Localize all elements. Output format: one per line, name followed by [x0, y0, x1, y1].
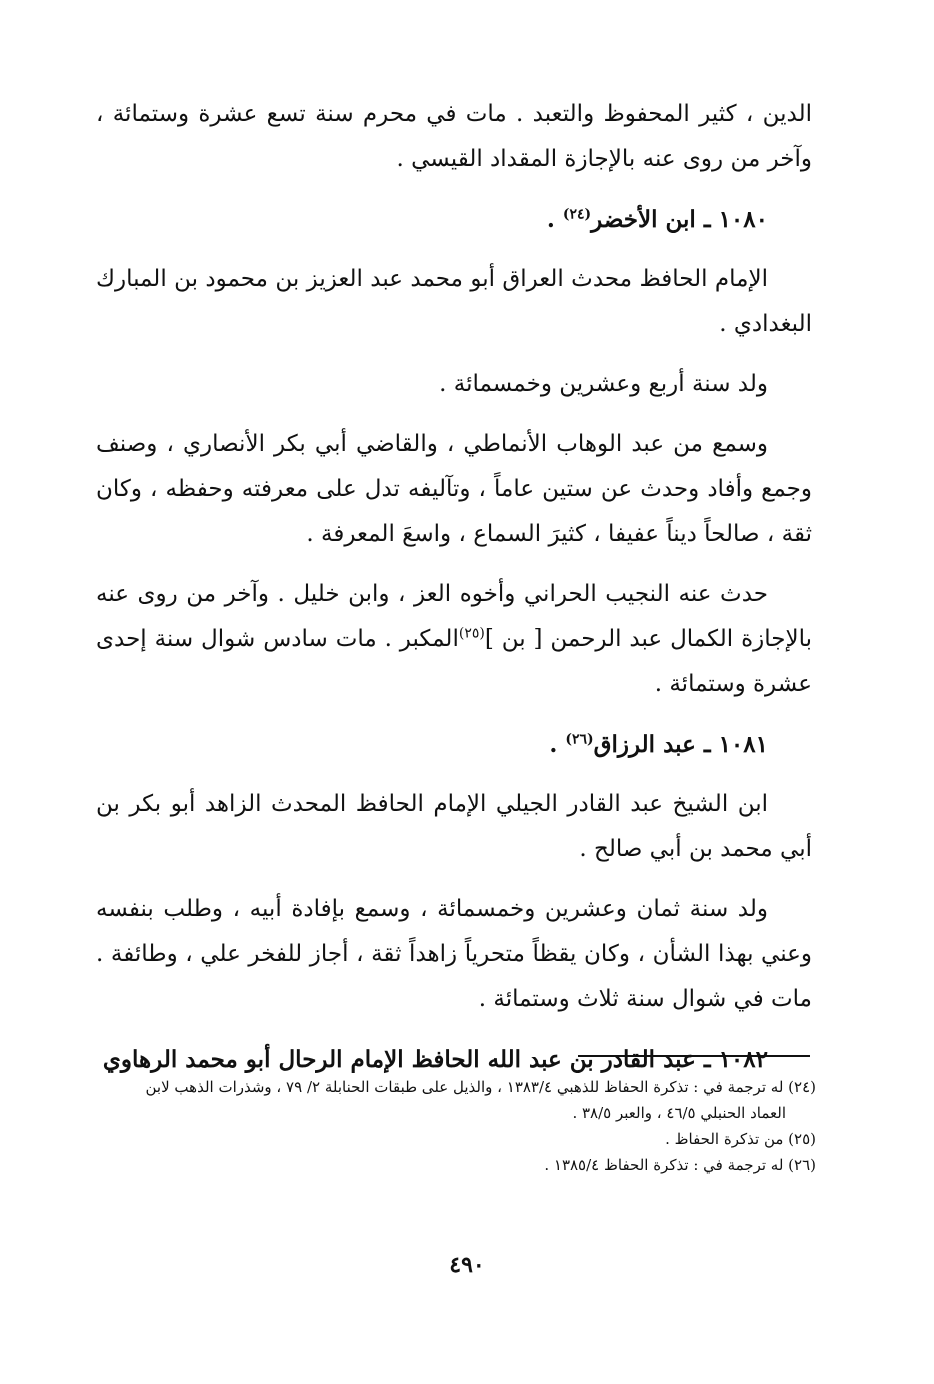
footnote-26: (٢٦) له ترجمة في : تذكرة الحفاظ ١٣٨٥/٤ . [544, 1156, 816, 1174]
students-text-b: المكبر . مات سادس شوال سنة إحدى عشرة وستمائة . [96, 626, 812, 697]
entry-heading-1082: ١٠٨٢ ـ عبد القادر بن عبد الله الحافظ الإمام الرحال أبو محمد الرهاوي [102, 1046, 768, 1073]
footnote-25: (٢٥) من تذكرة الحفاظ . [665, 1130, 816, 1148]
entry-title: ١٠٨١ ـ عبد الرزاق [593, 731, 768, 758]
paragraph-birth: ولد سنة أربع وعشرين وخمسمائة . [439, 371, 768, 397]
paragraph-students [96, 572, 812, 707]
footnote-24: (٢٤) له ترجمة في : تذكرة الحفاظ للذهبي ١٣٨٣/٤ ، والذيل على طبقات الحنابلة ٢/ ٧٩ ، وشذرات الذهب لابن [145, 1078, 816, 1096]
footnote-divider [578, 1055, 810, 1057]
entry-heading-1080 [96, 197, 812, 242]
entry-title: ١٠٨٠ ـ ابن الأخضر [591, 206, 768, 233]
paragraph-teachers: وسمع من عبد الوهاب الأنماطي ، والقاضي أبي بكر الأنصاري ، وصنف وجمع وأفاد وحدث عن ستين عاماً ، وتآليفه تدل على معرفته وحفظه ، وكان ثقة ، صالحاً ديناً عفيفا ، كثيرَ السماع ، واسعَ المعرفة . [96, 431, 812, 547]
page-number: ٤٩٠ [449, 1252, 485, 1278]
students-text-a: حدث عنه النجيب الحراني وأخوه العز ، وابن خليل . وآخر من روى عنه بالإجازة الكمال عبد الرحمن [ بن ] [96, 581, 812, 652]
footnote-24-continuation: العماد الحنبلي ٤٦/٥ ، والعبر ٣٨/٥ . [572, 1104, 786, 1122]
entry-heading-1081 [96, 722, 812, 767]
footnote-ref-26: (٢٦) [565, 731, 594, 748]
heading-end: . [549, 731, 566, 758]
paragraph-ibn-al-akhdar-name: الإمام الحافظ محدث العراق أبو محمد عبد العزيز بن محمود بن المبارك البغدادي . [96, 266, 812, 337]
paragraph-continuation: الدين ، كثير المحفوظ والتعبد . مات في محرم سنة تسع عشرة وستمائة ، وآخر من روى عنه بالإجازة المقداد القيسي . [96, 101, 812, 172]
footnote-ref-25: (٢٥) [458, 625, 485, 642]
main-text [96, 92, 812, 1082]
footnotes [108, 1074, 816, 1178]
paragraph-abd-al-razzaq-bio: ولد سنة ثمان وعشرين وخمسمائة ، وسمع بإفادة أبيه ، وطلب بنفسه وعني بهذا الشأن ، وكان يقظاً متحرياً زاهداً ثقة ، أجاز للفخر علي ، وطائفة . مات في شوال سنة ثلاث وستمائة . [96, 896, 812, 1012]
footnote-ref-24: (٢٤) [562, 206, 592, 223]
paragraph-abd-al-razzaq-name: ابن الشيخ عبد القادر الجيلي الإمام الحافظ المحدث الزاهد أبو بكر بن أبي محمد بن أبي صالح . [96, 791, 812, 862]
heading-end: . [546, 206, 563, 233]
